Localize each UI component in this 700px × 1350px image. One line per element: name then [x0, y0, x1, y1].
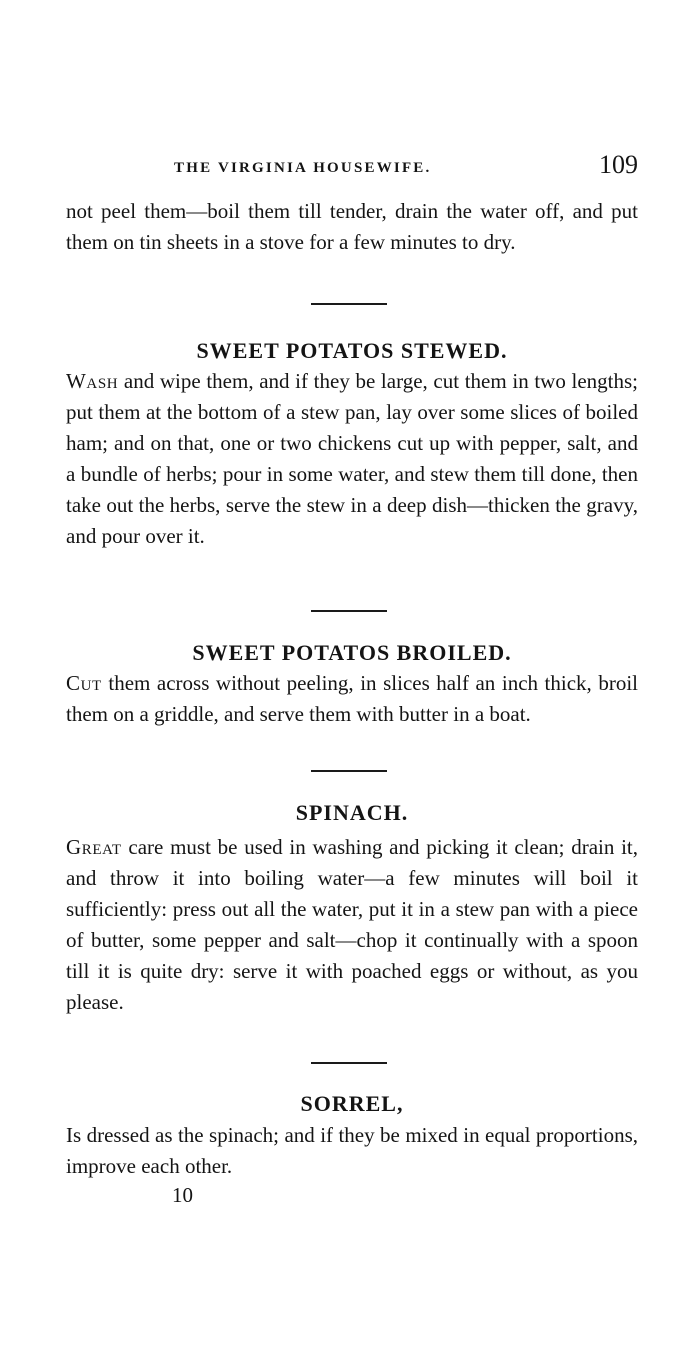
recipe-body-sweet-potatos-stewed [66, 366, 638, 552]
recipe-text: them across without peeling, in slices half an inch thick, broil them on a griddle, and serve them with butter in a boat. [66, 671, 638, 726]
recipe-text: care must be used in washing and picking it clean; drain it, and throw it into boiling water—a few minutes will boil it sufficiently: press out all the water, put it in a stew pan with a piece of butter, some pepper and salt—chop it continually with a spoon till it is quite dry: serve it with poached eggs or without, as you please. [66, 835, 638, 1014]
lead-word: Cut [66, 671, 102, 695]
recipe-text: and wipe them, and if they be large, cut them in two lengths; put them at the bottom of a stew pan, lay over some slices of boiled ham; and on that, one or two chickens cut up with pepper, salt, and a bundle of herbs; pour in some water, and stew them till done, then take out the herbs, serve the stew in a deep dish—thicken the gravy, and pour over it. [66, 369, 638, 548]
recipe-title-sweet-potatos-stewed: SWEET POTATOS STEWED. [196, 338, 508, 363]
running-title: THE VIRGINIA HOUSEWIFE. [174, 160, 432, 176]
section-divider [311, 303, 387, 305]
section-divider [311, 610, 387, 612]
lead-word: Great [66, 835, 122, 859]
page-number: 109 [599, 150, 638, 179]
signature-mark: 10 [172, 1183, 193, 1207]
recipe-body-spinach [66, 832, 638, 1018]
recipe-body-sorrel: Is dressed as the spinach; and if they be mixed in equal proportions, improve each other. [66, 1123, 638, 1178]
lead-word: Wash [66, 369, 119, 393]
section-divider [311, 1062, 387, 1064]
recipe-title-sweet-potatos-broiled: SWEET POTATOS BROILED. [192, 640, 512, 665]
recipe-body-sweet-potatos-broiled [66, 668, 638, 730]
recipe-title-sorrel: SORREL, [300, 1091, 404, 1116]
section-divider [311, 770, 387, 772]
intro-paragraph: not peel them—boil them till tender, drain the water off, and put them on tin sheets in a stove for a few minutes to dry. [66, 199, 638, 254]
recipe-title-spinach: SPINACH. [295, 800, 409, 825]
running-header [66, 150, 638, 186]
